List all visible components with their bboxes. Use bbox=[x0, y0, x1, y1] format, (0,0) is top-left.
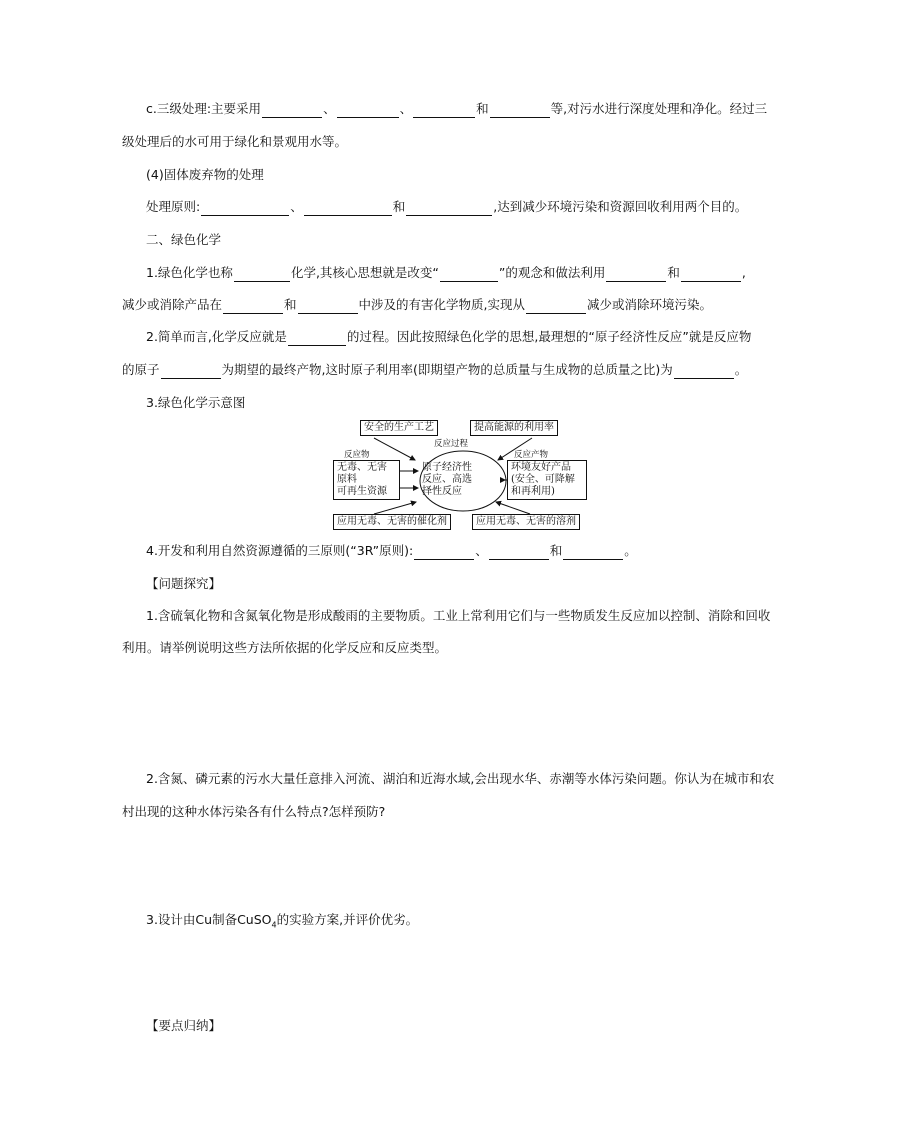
answer-blank[interactable] bbox=[674, 364, 734, 379]
answer-blank[interactable] bbox=[304, 201, 392, 216]
green-item-1-line-1: 1.绿色化学也称 化学,其核心思想就是改变“ ”的观念和做法利用 和 , bbox=[146, 265, 746, 280]
answer-blank[interactable] bbox=[337, 103, 399, 118]
solid-waste-title: (4)固体废弃物的处理 bbox=[146, 167, 264, 182]
answer-blank[interactable] bbox=[440, 267, 498, 282]
reaction-process-label: 反应过程 bbox=[434, 439, 469, 449]
solid-waste-principle: 处理原则: 、 和 ,达到减少环境污染和资源回收利用两个目的。 bbox=[146, 199, 748, 214]
answer-blank[interactable] bbox=[234, 267, 290, 282]
answer-blank[interactable] bbox=[262, 103, 322, 118]
reactant-label: 反应物 bbox=[344, 450, 370, 460]
question-3: 3.设计由Cu制备CuSO$_4$的实验方案,并评价优劣。 bbox=[146, 912, 419, 930]
question-2-line-1: 2.含氮、磷元素的污水大量任意排入河流、湖泊和近海水域,会出现水华、赤潮等水体污染问题。你认为在城市和农 bbox=[146, 771, 775, 786]
safe-process-box: 安全的生产工艺 bbox=[360, 420, 438, 436]
green-item-4: 4.开发和利用自然资源遵循的三原则(“3R”原则): 、 和 。 bbox=[146, 543, 637, 558]
answer-blank[interactable] bbox=[414, 545, 474, 560]
answer-blank[interactable] bbox=[489, 545, 549, 560]
answer-blank[interactable] bbox=[490, 103, 550, 118]
answer-blank[interactable] bbox=[201, 201, 289, 216]
green-item-2-line-2: 的原子 为期望的最终产物,这时原子利用率(即期望产物的总质量与生成物的总质量之比)为 。 bbox=[122, 362, 748, 377]
answer-blank[interactable] bbox=[298, 299, 358, 314]
tertiary-treatment-line-2: 级处理后的水可用于绿化和景观用水等。 bbox=[122, 134, 348, 149]
catalyst-box: 应用无毒、无害的催化剂 bbox=[333, 514, 451, 530]
solvent-box: 应用无毒、无害的溶剂 bbox=[472, 514, 580, 530]
summary-title: 【要点归纳】 bbox=[146, 1018, 222, 1033]
question-1-line-2: 利用。请举例说明这些方法所依据的化学反应和反应类型。 bbox=[122, 640, 448, 655]
answer-blank[interactable] bbox=[563, 545, 623, 560]
arrow-catalyst bbox=[374, 502, 416, 514]
answer-blank[interactable] bbox=[526, 299, 586, 314]
green-item-2-line-1: 2.简单而言,化学反应就是 的过程。因此按照绿色化学的思想,最理想的“原子经济性反应”就是反应物 bbox=[146, 329, 752, 344]
answer-blank[interactable] bbox=[288, 331, 346, 346]
question-2-line-2: 村出现的这种水体污染各有什么特点?怎样预防? bbox=[122, 804, 386, 819]
answer-blank[interactable] bbox=[223, 299, 283, 314]
answer-blank[interactable] bbox=[606, 267, 666, 282]
section-green-chemistry: 二、绿色化学 bbox=[146, 232, 222, 247]
inquiry-title: 【问题探究】 bbox=[146, 576, 222, 591]
arrow-safe-process bbox=[374, 438, 415, 460]
tertiary-treatment-line-1: c.三级处理:主要采用 、 、 和 等,对污水进行深度处理和净化。经过三 bbox=[146, 101, 768, 116]
answer-blank[interactable] bbox=[413, 103, 475, 118]
product-box: 环境友好产品 (安全、可降解 和再利用) bbox=[507, 460, 587, 500]
answer-blank[interactable] bbox=[681, 267, 741, 282]
reactant-box: 无毒、无害 原料 可再生资源 bbox=[333, 460, 400, 500]
green-item-3: 3.绿色化学示意图 bbox=[146, 395, 246, 410]
green-chemistry-diagram bbox=[330, 418, 590, 532]
center-text: 原子经济性 反应、高选 择性反应 bbox=[422, 462, 472, 497]
product-label: 反应产物 bbox=[514, 450, 549, 460]
green-item-1-line-2: 减少或消除产品在 和 中涉及的有害化学物质,实现从 减少或消除环境污染。 bbox=[122, 297, 713, 312]
answer-blank[interactable] bbox=[161, 364, 221, 379]
question-1-line-1: 1.含硫氧化物和含氮氧化物是形成酸雨的主要物质。工业上常利用它们与一些物质发生反应加以控制、消除和回收 bbox=[146, 608, 771, 623]
arrow-solvent bbox=[496, 502, 530, 514]
energy-box: 提高能源的利用率 bbox=[470, 420, 558, 436]
answer-blank[interactable] bbox=[406, 201, 492, 216]
